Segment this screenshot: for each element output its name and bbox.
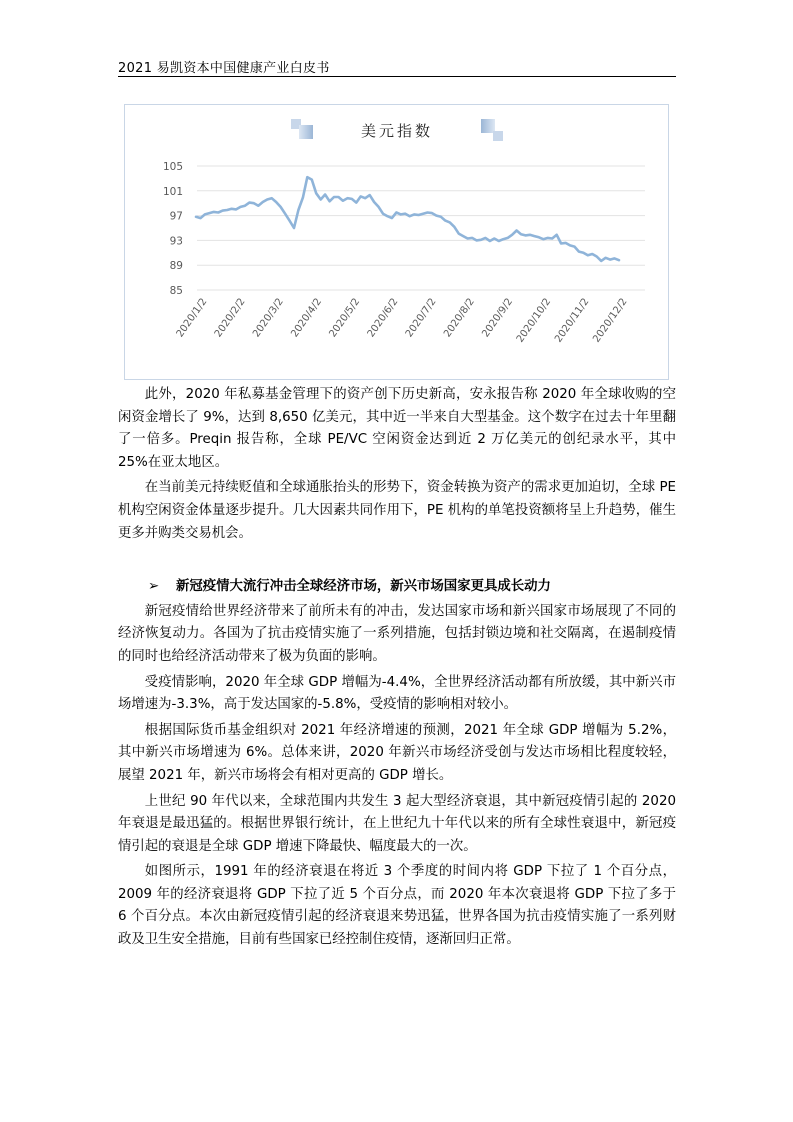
x-tick-label: 2020/1/2 bbox=[174, 296, 210, 340]
x-tick-label: 2020/9/2 bbox=[480, 296, 516, 340]
y-tick-label: 89 bbox=[169, 260, 183, 273]
title-decoration-left bbox=[291, 119, 313, 139]
x-axis-ticks bbox=[175, 296, 630, 344]
y-tick-label: 97 bbox=[169, 210, 183, 223]
x-tick-label: 2020/3/2 bbox=[251, 296, 286, 340]
paragraph: 在当前美元持续贬值和全球通胀抬头的形势下，资金转换为资产的需求更加迫切，全球 PE 机构空闲资金体量逐步提升。几大因素共同作用下，PE 机构的单笔投资额将呈上升趋势，催生更多并购类交易机会。 bbox=[118, 480, 676, 541]
chart-title: 美元指数 bbox=[360, 122, 434, 140]
paragraph: 如图所示，1991 年的经济衰退在将近 3 个季度的时间内将 GDP 下拉了 1 个百分点，2009 年的经济衰退将 GDP 下拉了近 5 个百分点，而 2020 年本次衰退将 GDP 下拉了多于 6 个百分点。本次由新冠疫情引起的经济衰退来势迅猛，世界各国为抗击疫情实施了一系列财政及卫生安全措施，目前有些国家已经控制住疫情，逐渐回归正常。 bbox=[118, 864, 676, 948]
y-tick-label: 93 bbox=[169, 235, 183, 248]
title-decoration-right bbox=[481, 119, 503, 141]
header-rule bbox=[118, 76, 676, 77]
chart-canvas bbox=[125, 105, 670, 381]
x-tick-label: 2020/11/2 bbox=[553, 296, 592, 345]
x-tick-label: 2020/2/2 bbox=[212, 296, 248, 340]
usd-index-chart bbox=[124, 104, 669, 380]
y-tick-label: 101 bbox=[162, 185, 183, 198]
chart-gridlines bbox=[197, 166, 645, 290]
x-tick-label: 2020/6/2 bbox=[365, 296, 401, 340]
y-axis-ticks bbox=[163, 161, 183, 297]
usd-index-series-line bbox=[196, 177, 619, 261]
x-tick-label: 2020/4/2 bbox=[289, 296, 325, 340]
x-tick-label: 2020/7/2 bbox=[403, 296, 439, 340]
arrow-bullet-icon: ➢ bbox=[148, 579, 160, 595]
x-tick-label: 2020/12/2 bbox=[591, 296, 630, 345]
body-content bbox=[118, 384, 676, 955]
x-tick-label: 2020/10/2 bbox=[514, 296, 554, 345]
y-tick-label: 105 bbox=[162, 161, 183, 173]
paragraph: 上世纪 90 年代以来，全球范围内共发生 3 起大型经济衰退，其中新冠疫情引起的 2020 年衰退是最迅猛的。根据世界银行统计，在上世纪九十年代以来的所有全球性衰退中，新冠疫情引起的衰退是全球 GDP 增速下降最快、幅度最大的一次。 bbox=[118, 793, 676, 854]
paragraph: 受疫情影响，2020 年全球 GDP 增幅为-4.4%，全世界经济活动都有所放缓，其中新兴市场增速为-3.3%，高于发达国家的-5.8%，受疫情的影响相对较小。 bbox=[118, 674, 676, 713]
paragraph: 新冠疫情给世界经济带来了前所未有的冲击，发达国家市场和新兴国家市场展现了不同的经济恢复动力。各国为了抗击疫情实施了一系列措施，包括封锁边境和社交隔离，在遏制疫情的同时也给经济活动带来了极为负面的影响。 bbox=[118, 603, 676, 664]
section-heading-text: 新冠疫情大流行冲击全球经济市场，新兴市场国家更具成长动力 bbox=[176, 579, 551, 595]
x-tick-label: 2020/5/2 bbox=[327, 296, 363, 340]
paragraph: 根据国际货币基金组织对 2021 年经济增速的预测，2021 年全球 GDP 增幅为 5.2%，其中新兴市场增速为 6%。总体来讲，2020 年新兴市场经济受创与发达市场相比程度较轻，展望 2021 年，新兴市场将会有相对更高的 GDP 增长。 bbox=[118, 722, 676, 783]
x-tick-label: 2020/8/2 bbox=[442, 296, 477, 340]
y-tick-label: 85 bbox=[169, 285, 183, 297]
paragraph: 此外，2020 年私募基金管理下的资产创下历史新高，安永报告称 2020 年全球收购的空闲资金增长了 9%，达到 8,650 亿美元，其中近一半来自大型基金。这个数字在过去十年里翻了一倍多。Preqin 报告称，全球 PE/VC 空闲资金达到近 2 万亿美元的创纪录水平，其中 25%在亚太地区。 bbox=[118, 387, 676, 470]
section-heading bbox=[118, 576, 676, 599]
page-header-title: 2021 易凯资本中国健康产业白皮书 bbox=[118, 61, 330, 76]
